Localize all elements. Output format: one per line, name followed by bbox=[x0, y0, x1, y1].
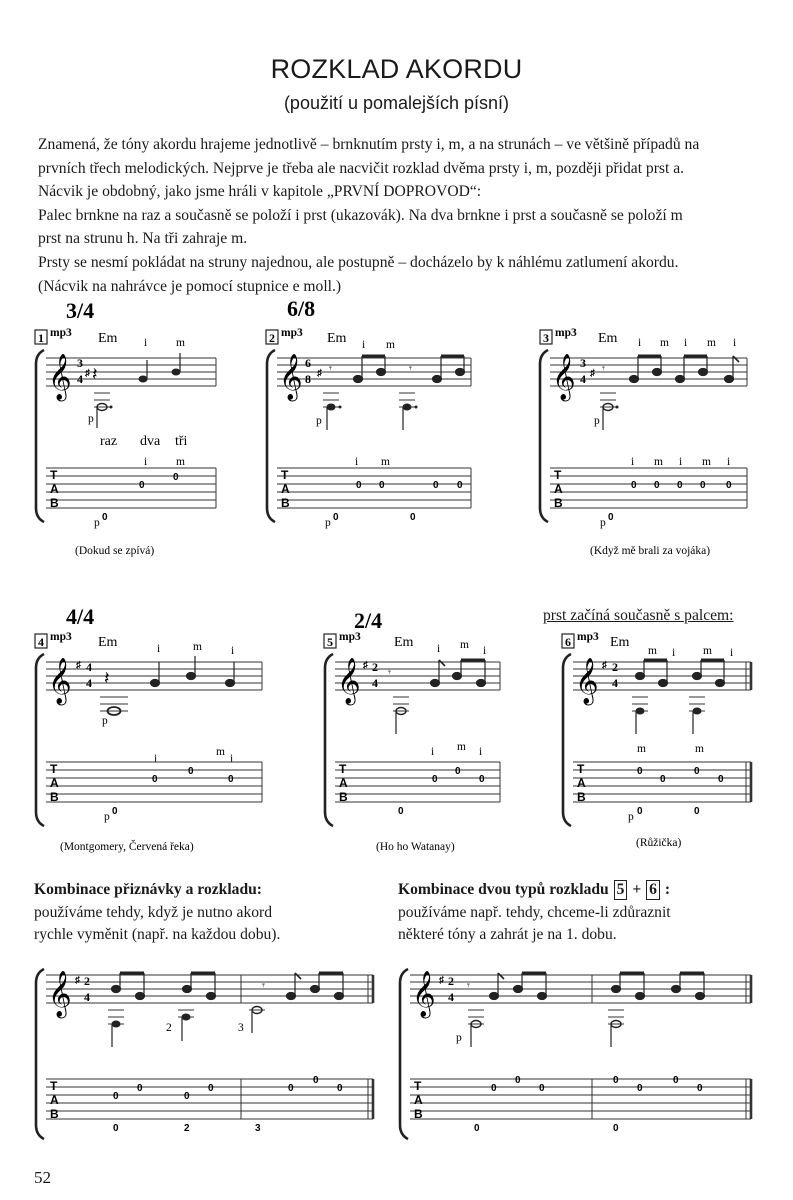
intro-text bbox=[38, 133, 768, 298]
mp3-label: mp3 bbox=[50, 327, 72, 339]
thumb-label: p bbox=[594, 415, 600, 427]
time-sig-top: 4 bbox=[86, 660, 92, 674]
mp3-label: mp3 bbox=[555, 327, 577, 339]
time-sig-top: 2 bbox=[372, 660, 378, 674]
svg-text:𝄾: 𝄾 bbox=[467, 979, 470, 992]
chord-name: Em bbox=[394, 635, 414, 650]
tab-fret: 0 bbox=[718, 774, 724, 785]
tab-fret: 0 bbox=[631, 480, 637, 491]
combo-left-line: používáme tehdy, když je nutno akord bbox=[34, 903, 273, 921]
combo-right-line: používáme např. tehdy, chceme-li zdůraznit bbox=[398, 903, 671, 921]
page-subtitle: (použití u pomalejších písní) bbox=[283, 93, 510, 113]
svg-text:A: A bbox=[554, 482, 563, 496]
svg-text:𝄾: 𝄾 bbox=[388, 666, 391, 679]
tab-thumb-label: p bbox=[104, 811, 110, 823]
tab-fret: 0 bbox=[694, 766, 700, 777]
tab-finger-label: i bbox=[479, 746, 483, 758]
finger-label: m bbox=[703, 645, 712, 657]
svg-text:B: B bbox=[554, 496, 563, 510]
svg-text:𝄾: 𝄾 bbox=[262, 979, 265, 992]
system-brace bbox=[36, 350, 44, 522]
svg-text:A: A bbox=[50, 1093, 59, 1107]
svg-text:B: B bbox=[281, 496, 290, 510]
tab-clef-b: B bbox=[50, 496, 59, 510]
time-sig-bottom: 4 bbox=[580, 372, 586, 386]
finger-label: m bbox=[460, 639, 469, 651]
finger-label: i bbox=[684, 337, 688, 349]
mp3-label: mp3 bbox=[339, 631, 361, 643]
svg-text:𝄞: 𝄞 bbox=[337, 658, 361, 704]
thumb-label: p bbox=[316, 415, 322, 427]
chord-name: Em bbox=[610, 635, 630, 650]
tab-fret: 0 bbox=[613, 1075, 619, 1086]
tab-thumb-label: p bbox=[94, 517, 100, 529]
svg-text:A: A bbox=[281, 482, 290, 496]
song-caption: (Ho ho Watanay) bbox=[376, 841, 455, 853]
treble-clef-icon: 𝄞 bbox=[279, 354, 303, 400]
tab-fret: 0 bbox=[726, 480, 732, 491]
tab-fret: 0 bbox=[637, 766, 643, 777]
tab-finger-label: i bbox=[679, 456, 683, 468]
svg-text:♯: ♯ bbox=[590, 368, 595, 379]
tab-fret: 0 bbox=[432, 774, 438, 785]
combo-left-text bbox=[34, 879, 364, 947]
example-4 bbox=[30, 598, 270, 868]
example-3 bbox=[530, 294, 760, 574]
finger-label: m bbox=[176, 337, 185, 349]
thumb-sync-note: prst začíná současně s palcem: bbox=[543, 607, 734, 624]
tab-fret: 0 bbox=[410, 512, 416, 523]
svg-text:T: T bbox=[414, 1079, 422, 1093]
note bbox=[172, 369, 181, 376]
svg-text:𝄞: 𝄞 bbox=[552, 354, 576, 400]
tab-fret: 0 bbox=[102, 512, 108, 523]
combo-left-title: Kombinace přiznávky a rozkladu: bbox=[34, 881, 263, 898]
tab-finger-label: i bbox=[631, 456, 635, 468]
quarter-rest-icon: 𝄽 bbox=[92, 364, 98, 385]
finger-label: i bbox=[638, 337, 642, 349]
intro-line: Nácvik je obdobný, jako jsme hráli v kapitole „PRVNÍ DOPROVOD“: bbox=[38, 183, 482, 201]
tab-fret: 0 bbox=[515, 1075, 521, 1086]
combo-right-line: některé tóny a zahrát je na 1. dobu. bbox=[398, 926, 617, 944]
finger-label: m bbox=[660, 337, 669, 349]
eighth-rest-icon: 𝄾 bbox=[329, 362, 332, 375]
example-ref-box: 5 bbox=[614, 880, 628, 900]
tab-fret: 3 bbox=[255, 1123, 261, 1134]
svg-text:T: T bbox=[50, 762, 58, 776]
tab-fret: 0 bbox=[188, 766, 194, 777]
example-number: 5 bbox=[327, 635, 333, 649]
tab-fret: 0 bbox=[208, 1083, 214, 1094]
tab-fret: 0 bbox=[433, 480, 439, 491]
finger-label: m bbox=[193, 641, 202, 653]
tab-thumb-label: p bbox=[325, 517, 331, 529]
time-signature-label: 4/4 bbox=[66, 604, 95, 629]
svg-text:T: T bbox=[554, 468, 562, 482]
svg-text:𝄞: 𝄞 bbox=[575, 658, 599, 704]
example-5-notation bbox=[300, 598, 510, 868]
thumb-label: p bbox=[102, 715, 108, 727]
tab-fret: 0 bbox=[474, 1123, 480, 1134]
combo-right-text bbox=[398, 879, 768, 947]
tab-finger-label: m bbox=[695, 743, 704, 755]
count-label: raz bbox=[100, 434, 118, 449]
tab-fret: 0 bbox=[112, 806, 118, 817]
example-number: 6 bbox=[565, 635, 571, 649]
tab-finger-label: m bbox=[702, 456, 711, 468]
finger-label: m bbox=[386, 339, 395, 351]
svg-text:♯: ♯ bbox=[439, 975, 444, 986]
tab-finger-label: m bbox=[637, 743, 646, 755]
tab-fret: 0 bbox=[139, 480, 145, 491]
svg-text:B: B bbox=[577, 790, 586, 804]
mp3-label: mp3 bbox=[50, 631, 72, 643]
tab-fret: 0 bbox=[608, 512, 614, 523]
tab-fret: 0 bbox=[379, 480, 385, 491]
page-number: 52 bbox=[34, 1168, 51, 1187]
svg-text:T: T bbox=[50, 1079, 58, 1093]
tab-fret: 0 bbox=[694, 806, 700, 817]
intro-line: prvních třech melodických. Nejprve je třeba ale nacvičit rozklad dvěma prsty i, m, později přidat prst a. bbox=[38, 159, 685, 177]
treble-clef-icon: 𝄞 bbox=[48, 354, 72, 400]
tab-fret: 0 bbox=[113, 1091, 119, 1102]
tab-fret: 0 bbox=[288, 1083, 294, 1094]
tab-finger-label: i bbox=[355, 456, 359, 468]
time-sig-bottom: 4 bbox=[448, 990, 454, 1004]
tab-lines bbox=[46, 468, 216, 508]
song-caption: (Růžička) bbox=[636, 837, 682, 849]
time-sig-bottom: 4 bbox=[612, 676, 618, 690]
tab-fret: 0 bbox=[184, 1091, 190, 1102]
svg-text:A: A bbox=[414, 1093, 423, 1107]
time-sig-bottom: 4 bbox=[77, 372, 83, 386]
combo-left-line: rychle vyměnit (např. na každou dobu). bbox=[34, 926, 281, 944]
tab-fret: 0 bbox=[398, 806, 404, 817]
tab-finger-label: i bbox=[230, 753, 234, 765]
finger-label: i bbox=[730, 647, 734, 659]
tab-finger-label: m bbox=[176, 456, 185, 468]
svg-text:♯: ♯ bbox=[602, 660, 607, 671]
time-signature-label: 3/4 bbox=[66, 298, 95, 323]
tab-fret: 0 bbox=[113, 1123, 119, 1134]
svg-text:♯: ♯ bbox=[76, 660, 81, 671]
tab-fret: 0 bbox=[479, 774, 485, 785]
finger-label: i bbox=[231, 645, 235, 657]
tab-fret: 0 bbox=[613, 1123, 619, 1134]
tab-fret: 0 bbox=[228, 774, 234, 785]
example-5 bbox=[300, 598, 510, 868]
fret-mark: 2 bbox=[166, 1022, 172, 1034]
tab-fret: 0 bbox=[356, 480, 362, 491]
svg-text:B: B bbox=[414, 1107, 423, 1121]
combo-right-notation bbox=[394, 955, 764, 1155]
time-sig-top: 6 bbox=[305, 356, 311, 370]
example-number: 1 bbox=[38, 331, 44, 345]
svg-text:T: T bbox=[339, 762, 347, 776]
svg-text:𝄾: 𝄾 bbox=[602, 362, 605, 375]
time-signature-label: 6/8 bbox=[287, 296, 316, 321]
combo-left-staff bbox=[30, 955, 380, 1155]
chord-name: Em bbox=[98, 635, 118, 650]
svg-text:B: B bbox=[50, 1107, 59, 1121]
tab-finger-label: m bbox=[457, 741, 466, 753]
thumb-label: p bbox=[456, 1032, 462, 1044]
example-4-notation bbox=[30, 598, 270, 868]
tab-fret: 0 bbox=[313, 1075, 319, 1086]
finger-label: i bbox=[672, 647, 676, 659]
tab-fret: 0 bbox=[333, 512, 339, 523]
example-number: 4 bbox=[38, 635, 44, 649]
example-2 bbox=[261, 294, 481, 574]
tab-fret: 0 bbox=[152, 774, 158, 785]
chord-name: Em bbox=[598, 331, 618, 346]
example-3-notation bbox=[530, 294, 760, 574]
tab-fret: 0 bbox=[137, 1083, 143, 1094]
example-number: 3 bbox=[543, 331, 549, 345]
tab-finger-label: m bbox=[381, 456, 390, 468]
example-6-notation bbox=[540, 598, 770, 868]
example-1-notation bbox=[30, 294, 230, 574]
tab-fret: 0 bbox=[660, 774, 666, 785]
time-sig-bottom: 8 bbox=[305, 372, 311, 386]
chord-name: Em bbox=[327, 331, 347, 346]
song-caption: (Když mě brali za vojáka) bbox=[590, 545, 711, 557]
svg-text:𝄾: 𝄾 bbox=[409, 362, 412, 375]
svg-text:𝄞: 𝄞 bbox=[48, 658, 72, 704]
tab-fret: 0 bbox=[654, 480, 660, 491]
combo-right-title: Kombinace dvou typů rozkladu bbox=[398, 881, 609, 898]
tab-fret: 0 bbox=[637, 1083, 643, 1094]
tab-fret: 0 bbox=[455, 766, 461, 777]
tab-fret: 0 bbox=[677, 480, 683, 491]
svg-text:A: A bbox=[339, 776, 348, 790]
svg-text:A: A bbox=[50, 776, 59, 790]
finger-label: i bbox=[157, 643, 161, 655]
tab-finger-label: i bbox=[144, 456, 148, 468]
page-title: ROZKLAD AKORDU bbox=[270, 54, 523, 84]
intro-line: Prsty se nesmí pokládat na struny najednou, ale postupně – docházelo by k náhlému zatlumení akordu. bbox=[38, 253, 679, 271]
tab-fret: 0 bbox=[673, 1075, 679, 1086]
intro-line: Znamená, že tóny akordu hrajeme jednotlivě – brnknutím prsty i, m, a na strunách – ve většině případů na bbox=[38, 136, 700, 153]
svg-text:B: B bbox=[339, 790, 348, 804]
thumb-label: p bbox=[88, 413, 94, 425]
example-6 bbox=[540, 598, 770, 868]
example-2-notation bbox=[261, 294, 481, 574]
tab-thumb-label: p bbox=[600, 517, 606, 529]
example-number: 2 bbox=[269, 331, 275, 345]
tab-fret: 2 bbox=[184, 1123, 190, 1134]
note bbox=[139, 376, 148, 383]
plus-sign: + bbox=[632, 881, 642, 898]
svg-text:T: T bbox=[577, 762, 585, 776]
time-sig-bottom: 4 bbox=[84, 990, 90, 1004]
time-sig-bottom: 4 bbox=[86, 676, 92, 690]
finger-label: m bbox=[707, 337, 716, 349]
tab-fret: 0 bbox=[637, 806, 643, 817]
tab-fret: 0 bbox=[491, 1083, 497, 1094]
song-caption: (Dokud se zpívá) bbox=[75, 545, 155, 557]
song-caption: (Montgomery, Červená řeka) bbox=[60, 841, 194, 853]
combo-right-staff bbox=[394, 955, 764, 1155]
svg-text:𝄽: 𝄽 bbox=[104, 668, 110, 689]
svg-text:A: A bbox=[577, 776, 586, 790]
finger-label: m bbox=[648, 645, 657, 657]
tab-fret: 0 bbox=[697, 1083, 703, 1094]
tab-thumb-label: p bbox=[628, 811, 634, 823]
intro-line: Palec brnkne na raz a současně se položí i prst (ukazovák). Na dva brnkne i prst a současně se položí m bbox=[38, 206, 683, 224]
intro-line: (Nácvik na nahrávce je pomocí stupnice e moll.) bbox=[38, 277, 342, 295]
tab-finger-label: i bbox=[431, 746, 435, 758]
svg-text:♯: ♯ bbox=[363, 660, 368, 671]
time-signature-label: 2/4 bbox=[354, 608, 383, 633]
finger-label: i bbox=[437, 643, 441, 655]
tab-clef-t: T bbox=[50, 468, 58, 482]
fret-mark: 3 bbox=[238, 1022, 244, 1034]
colon: : bbox=[664, 881, 671, 898]
sharp-icon: ♯ bbox=[85, 368, 90, 379]
mp3-label: mp3 bbox=[281, 327, 303, 339]
svg-text:T: T bbox=[281, 468, 289, 482]
finger-label: i bbox=[362, 339, 366, 351]
time-sig-top: 3 bbox=[580, 356, 586, 370]
combo-left-notation bbox=[30, 955, 380, 1155]
finger-label: i bbox=[144, 337, 148, 349]
tab-finger-label: i bbox=[154, 753, 158, 765]
time-sig-top: 2 bbox=[84, 974, 90, 988]
tab-finger-label: i bbox=[727, 456, 731, 468]
chord-name: Em bbox=[98, 331, 118, 346]
svg-text:♯: ♯ bbox=[317, 368, 322, 379]
example-1 bbox=[30, 294, 230, 574]
svg-text:𝄞: 𝄞 bbox=[48, 971, 72, 1017]
tab-fret: 0 bbox=[457, 480, 463, 491]
finger-label: i bbox=[483, 645, 487, 657]
svg-text:♯: ♯ bbox=[75, 975, 80, 986]
time-sig-top: 3 bbox=[77, 356, 83, 370]
time-sig-bottom: 4 bbox=[372, 676, 378, 690]
example-ref-box: 6 bbox=[646, 880, 660, 900]
time-sig-top: 2 bbox=[612, 660, 618, 674]
intro-line: prst na strunu h. Na tři zahraje m. bbox=[38, 230, 248, 248]
count-label: tři bbox=[175, 434, 188, 449]
tab-clef-a: A bbox=[50, 482, 59, 496]
finger-label: i bbox=[733, 337, 737, 349]
svg-text:B: B bbox=[50, 790, 59, 804]
combo-right-title-row bbox=[398, 879, 768, 902]
tab-fret: 0 bbox=[700, 480, 706, 491]
tab-finger-label: m bbox=[654, 456, 663, 468]
tab-finger-label: m bbox=[216, 746, 225, 758]
svg-text:𝄞: 𝄞 bbox=[412, 971, 436, 1017]
time-sig-top: 2 bbox=[448, 974, 454, 988]
tab-fret: 0 bbox=[337, 1083, 343, 1094]
tab-fret: 0 bbox=[173, 472, 179, 483]
mp3-label: mp3 bbox=[577, 631, 599, 643]
count-label: dva bbox=[140, 434, 161, 449]
tab-fret: 0 bbox=[539, 1083, 545, 1094]
